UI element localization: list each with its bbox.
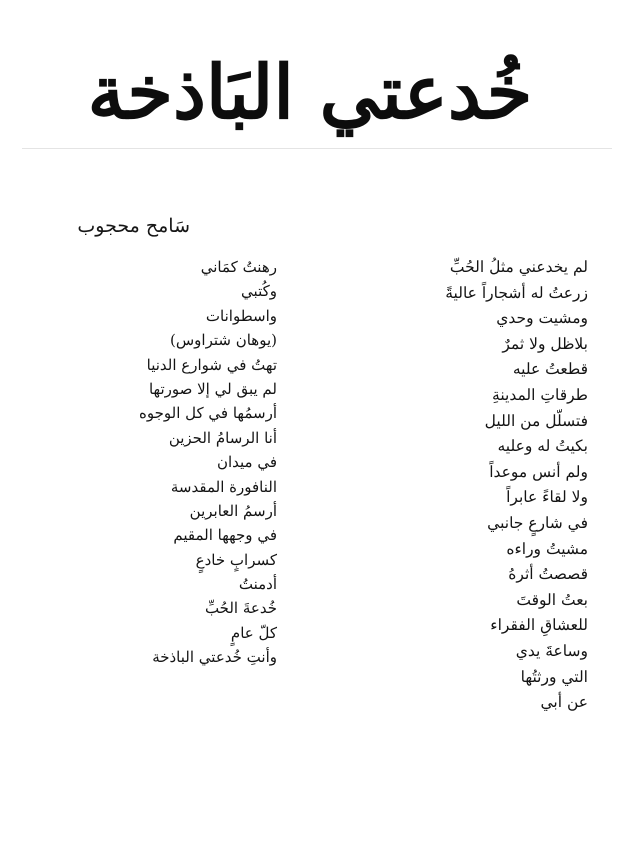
poem-line: وساعةَ يدي — [515, 641, 588, 660]
poem-line: لم يبق لي إلا صورتها — [148, 379, 277, 398]
poem-line: وكُتبي — [241, 282, 277, 301]
poem-line: في وجهها المقيم — [173, 526, 277, 545]
poem-line: عن أبي — [540, 693, 588, 712]
poem-line: رهنتُ كمَاني — [200, 258, 277, 276]
poem-title: خُدعتي البَاذخة — [87, 50, 533, 136]
poem-line: أرسمُ العابرين — [189, 501, 277, 520]
poem-line: للعشاقِ الفقراء — [490, 616, 588, 635]
poem-line: (يوهان شتراوس) — [170, 331, 277, 350]
poem-line: قطعتُ عليه — [512, 360, 588, 379]
poem-line: كسرابٍ خادعٍ — [195, 550, 277, 569]
poem-line: في ميدان — [216, 453, 277, 472]
poem-line: زرعتُ له أشجاراً عاليةً — [445, 283, 588, 302]
poem-column-left — [22, 255, 277, 670]
poem-line: أدمنتُ — [238, 575, 277, 594]
poem-line: ولم أنس موعداً — [489, 462, 588, 481]
poem-line: كلّ عامٍ — [230, 623, 277, 642]
poem-line: قصصتُ أثرهُ — [508, 565, 588, 584]
poem-line: أنا الرسامُ الحزين — [168, 428, 277, 447]
poem-line: طرقاتِ المدينةِ — [492, 385, 588, 404]
author-name: سَامح محجوب — [77, 215, 190, 237]
poem-line: بعتُ الوقتَ — [516, 590, 588, 609]
poem-line: واسطوانات — [205, 306, 277, 325]
poem-line: في شارعٍ جانبي — [487, 513, 588, 532]
poem-line: النافورة المقدسة — [170, 477, 277, 496]
poem-line: التي ورثتُها — [520, 667, 588, 686]
poem-line: خُدعةَ الحُبِّ — [204, 599, 277, 618]
poem-line: فتسلّل من الليل — [484, 411, 588, 430]
poem-column-right — [320, 255, 588, 716]
poem-line: ومشيت وحدي — [496, 309, 588, 328]
poem-line: وأنتِ خُدعتي الباذخة — [152, 648, 277, 667]
poem-line: أرسمُها في كل الوجوه — [139, 404, 277, 423]
poem-line: تهتُ في شوارع الدنيا — [146, 355, 277, 374]
poem-line: لم يخدعني مثلُ الحُبِّ — [449, 258, 588, 276]
poem-line: مشيتُ وراءه — [506, 539, 588, 558]
poem-line: ولا لقاءً عابراً — [506, 488, 588, 507]
poem-line: بلاظل ولا ثمرٌ — [502, 334, 588, 353]
poem-line: بكيتُ له وعليه — [497, 437, 588, 456]
title-divider — [22, 148, 612, 149]
